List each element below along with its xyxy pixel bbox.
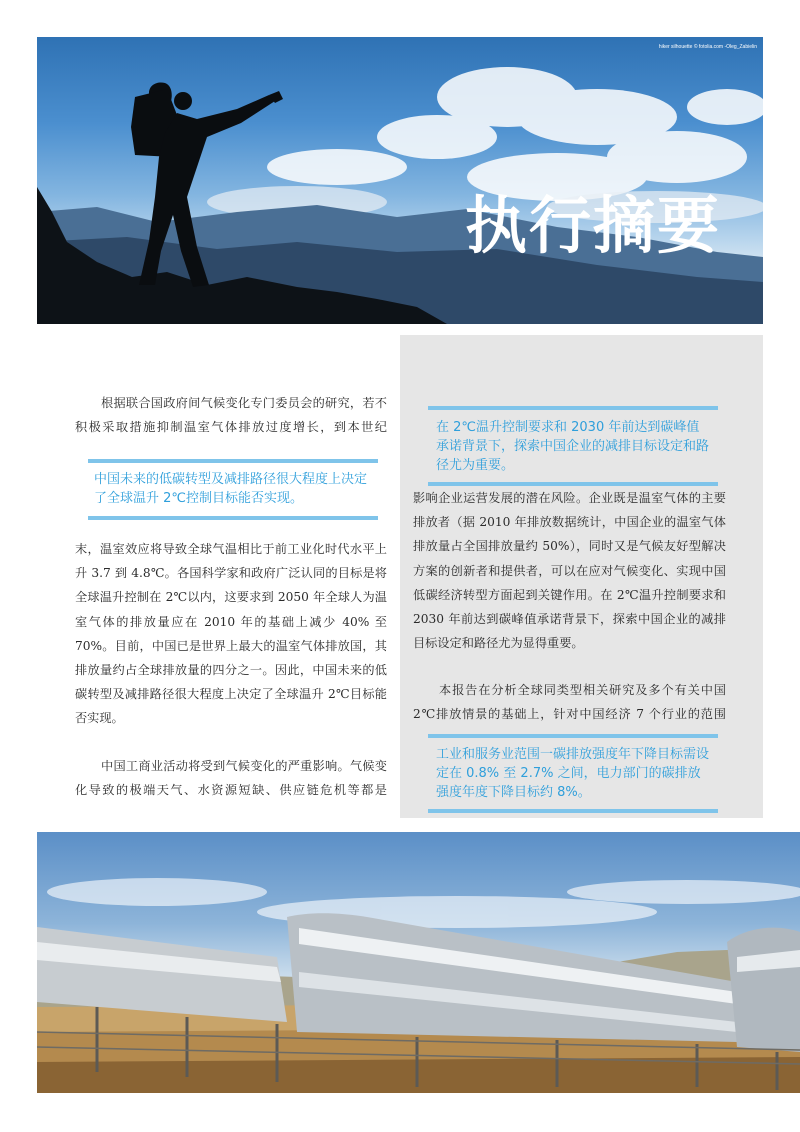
solar-collectors-illustration bbox=[37, 832, 800, 1093]
photo-credit: hiker silhouette © fotolia.com -Oleg_Zabielin bbox=[658, 44, 757, 50]
paragraph-business-risk: 影响企业运营发展的潜在风险。企业既是温室气体的主要排放者（据 2010 年排放数据统计，中国企业的温室气体排放量占全国排放量约 50%），同时又是气候友好型解决方案的创新者和提供者，可以在应对气候变化、实现中国低碳经济转型方面起到关键作用。在 2℃温升控制要求和 2030 年前达到碳峰值承诺背景下，探索中国企业的减排目标设定和路径尤为显得重要。 bbox=[413, 491, 726, 651]
solar-plant-image bbox=[37, 832, 800, 1093]
pull-quote-right-top bbox=[428, 406, 718, 486]
paragraph-intro: 根据联合国政府间气候变化专门委员会的研究，若不积极采取措施抑制温室气体排放过度增长，到本世纪 bbox=[75, 396, 387, 435]
pull-quote-right-top-text: 在 2℃温升控制要求和 2030 年前达到碳峰值承诺背景下，探索中国企业的减排目标设定和路径尤为重要。 bbox=[436, 420, 710, 473]
hero-image bbox=[37, 37, 763, 324]
pull-quote-right-bottom-text: 工业和服务业范围一碳排放强度年下降目标需设定在 0.8% 至 2.7% 之间，电力部门的碳排放强度年度下降目标约 8%。 bbox=[436, 747, 710, 800]
paragraph-report-scope: 本报告在分析全球同类型相关研究及多个有关中国 2℃排放情景的基础上，针对中国经济 7 个行业的范围 bbox=[413, 683, 726, 722]
pull-quote-left-text: 中国未来的低碳转型及减排路径很大程度上决定了全球温升 2℃控制目标能否实现。 bbox=[94, 472, 368, 506]
pull-quote-left bbox=[88, 459, 378, 520]
paragraph-business-impact: 中国工商业活动将受到气候变化的严重影响。气候变化导致的极端天气、水资源短缺、供应链危机等都是 bbox=[75, 759, 387, 798]
paragraph-climate-targets: 末，温室效应将导致全球气温相比于前工业化时代水平上升 3.7 到 4.8℃。各国科学家和政府广泛认同的目标是将全球温升控制在 2℃以内，这要求到 2050 年全球人为温室气体的排放量应在 2010 年的基础上减少 40% 至 70%。目前，中国已是世界上最大的温室气体排放国，其排放量约占全球排放量的四分之一。因此，中国未来的低碳转型及减排路径很大程度上决定了全球温升 2℃目标能否实现。 bbox=[75, 542, 387, 726]
pull-quote-right-bottom bbox=[428, 734, 718, 813]
hiker-silhouette-illustration bbox=[37, 37, 763, 324]
page-title: 执行摘要 bbox=[464, 189, 721, 262]
